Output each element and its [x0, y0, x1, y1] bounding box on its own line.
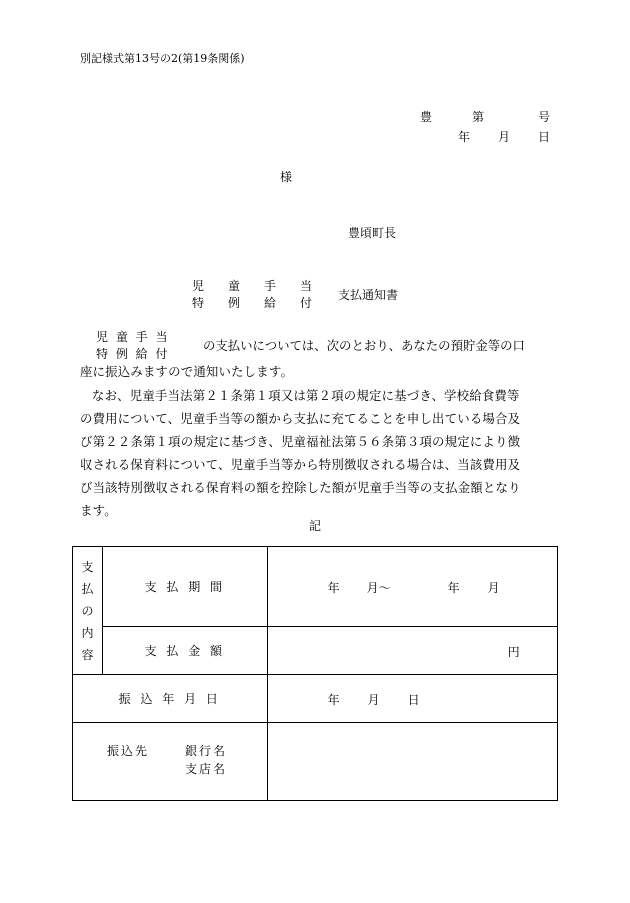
period-end-year: 年: [447, 580, 460, 595]
section-label-2: 払: [81, 581, 94, 596]
title-tou: 当: [300, 279, 313, 293]
amount-value-cell[interactable]: [267, 627, 557, 675]
transfer-date-label: 振 込 年 月 日: [73, 675, 268, 723]
transfer-month: 月: [367, 692, 380, 707]
body-para2-line4: 収される保育料について、児童手当等から特別徴収される場合は、当該費用及: [80, 457, 521, 472]
period-end-month: 月: [487, 580, 500, 595]
transfer-dest-label-cell: [73, 723, 268, 801]
recipient-sama: 様: [280, 170, 293, 184]
title-ji: 児: [192, 279, 205, 293]
period-start-month: 月～: [366, 580, 391, 595]
transfer-day: 日: [407, 692, 420, 707]
transfer-year: 年: [327, 692, 340, 707]
period-start-year: 年: [327, 580, 340, 595]
date-year: 年: [458, 130, 471, 144]
doc-number-prefix: 豊: [420, 110, 433, 124]
period-value-cell[interactable]: [267, 547, 557, 627]
body-para2-line1: なお、児童手当法第２１条第１項又は第２項の規定に基づき、学校給食費等: [92, 388, 520, 403]
section-label-3: の: [81, 603, 94, 618]
title-rei: 例: [228, 296, 241, 310]
payment-table: [72, 546, 558, 801]
transfer-dest-label: 振込先: [107, 743, 150, 758]
ki-mark: 記: [309, 519, 322, 533]
title-toku: 特: [192, 296, 205, 310]
body-line2: 座に振込みますので通知いたします。: [80, 364, 294, 379]
section-label-1: 支: [81, 559, 94, 574]
doc-number-go: 号: [538, 110, 551, 124]
form-label: 別記様式第13号の2(第19条関係): [80, 52, 245, 65]
title-suffix: 支払通知書: [338, 288, 399, 302]
branch-name-label: 支店名: [185, 761, 228, 776]
body-para2-line3: び第２２条第１項の規定に基づき、児童福祉法第５６条第３項の規定により徴: [80, 434, 521, 449]
title-te: 手: [264, 279, 277, 293]
transfer-dest-value-cell[interactable]: [267, 723, 557, 801]
section-label-cell: [73, 547, 103, 675]
title-kyu: 給: [264, 296, 277, 310]
doc-number-dai: 第: [472, 110, 485, 124]
section-label-4: 内: [81, 625, 94, 640]
body-para2-line5: び当該特別徴収される保育料の額を控除した額が児童手当等の支払金額となり: [80, 480, 521, 495]
transfer-date-cell[interactable]: [267, 675, 557, 723]
date-month: 月: [498, 130, 511, 144]
body-para2-line2: の費用について、児童手当等の額から支払に充てることを申し出ている場合及: [80, 411, 521, 426]
amount-label: 支 払 金 額: [102, 627, 267, 675]
title-do: 童: [228, 279, 241, 293]
body-inline-row1: 児 童 手 当: [96, 330, 170, 344]
sender-name: 豊頃町長: [348, 226, 397, 240]
bank-name-label: 銀行名: [185, 743, 228, 758]
section-label-5: 容: [81, 647, 94, 662]
body-para2-line6: ます。: [80, 503, 117, 518]
amount-unit: 円: [507, 644, 520, 659]
period-label: 支 払 期 間: [102, 547, 267, 627]
body-inline-row2: 特 例 給 付: [96, 347, 170, 361]
date-day: 日: [538, 130, 551, 144]
body-line1: の支払いについては、次のとおり、あなたの預貯金等の口: [203, 338, 525, 353]
title-fu: 付: [300, 296, 313, 310]
